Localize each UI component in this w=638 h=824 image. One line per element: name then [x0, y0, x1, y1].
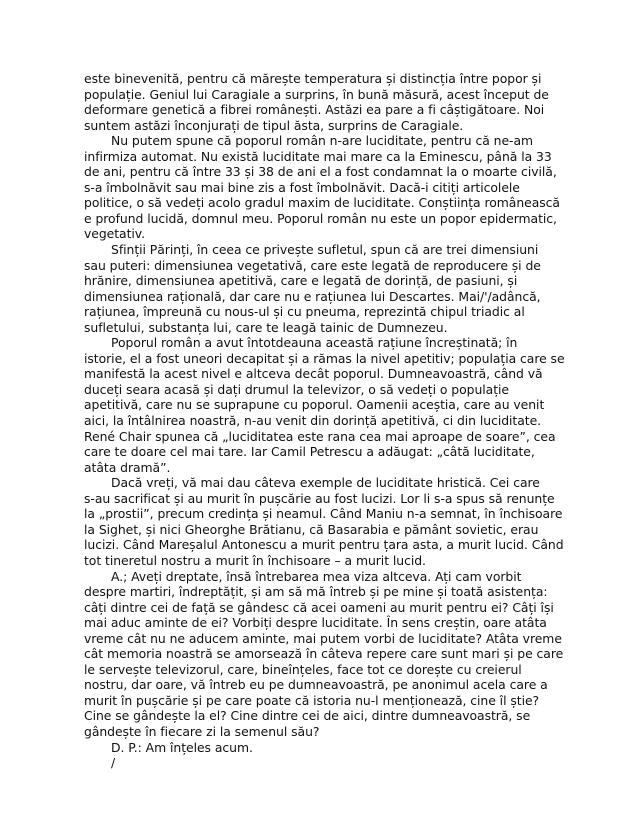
text-line: aici, la întâlnirea noastră, n-au venit din dorință apetitivă, ci din luciditate. [84, 413, 542, 429]
text-line: duceți seara acasă și dați drumul la televizor, o să vedeți o populație [84, 381, 509, 397]
text-line: infirmiza automat. Nu există luciditate mai mare ca la Eminescu, până la 33 [84, 148, 552, 164]
text-line: s-a îmbolnăvit sau mai bine zis a fost îmbolnăvit. Dacă-i citiți articolele [84, 179, 520, 195]
text-line: câți dintre cei de față se gândesc că acei oameni au murit pentru ei? Câți își [84, 599, 554, 615]
text-line: mai aduc aminte de ei? Vorbiți despre luciditate. În sens creștin, oare atâta [84, 615, 547, 631]
text-line: manifestă la acest nivel e altceva decât poporul. Dumneavoastră, când vă [84, 366, 543, 382]
text-line: gândește în fiecare zi la semenul său? [84, 723, 320, 739]
text-line: dimensiunea rațională, dar care nu e rațiunea lui Descartes. Mai/'/adâncă, [84, 288, 541, 304]
text-line: sau puteri: dimensiunea vegetativă, care este legată de reproducere și de [84, 257, 541, 273]
text-line: René Chair spunea că „luciditatea este rana cea mai aproape de soare”, cea [84, 428, 556, 444]
text-line: le servește televizorul, care, bineînțeles, face tot ce dorește cu creierul [84, 661, 522, 677]
text-line: hrănire, dimensiunea apetitivă, care e legată de dorință, de pasiuni, și [84, 273, 518, 289]
text-line: la „prostii”, precum credința și neamul. Când Maniu n-a semnat, în închisoare [84, 506, 563, 522]
paragraph-first-line: D. P.: Am înțeles acum. [111, 739, 253, 755]
text-line: care te doare cel mai tare. Iar Camil Petrescu a adăugat: „câtă luciditate, [84, 444, 535, 460]
text-line: de ani, pentru că între 33 și 38 de ani el a fost condamnat la o moarte civilă, [84, 164, 557, 180]
text-line: la Sighet, și nici Gheorghe Brătianu, că Basarabia e pământ sovietic, erau [84, 521, 539, 537]
paragraph-first-line: Poporul român a avut întotdeauna această rațiune încreștinată; în [111, 335, 518, 351]
text-line: rațiunea, împreună cu nous-ul și cu pneuma, reprezintă chipul triadic al [84, 304, 525, 320]
text-line: vegetativ. [84, 226, 146, 242]
paragraph-first-line: Sfinții Părinți, în ceea ce privește sufletul, spun că are trei dimensiuni [111, 242, 539, 258]
text-line: politice, o să vedeți acolo gradul maxim de luciditate. Conștiința românească [84, 195, 560, 211]
text-line: apetitivă, care nu se suprapune cu poporul. Oamenii aceștia, care au venit [84, 397, 545, 413]
text-line: e profund lucidă, domnul meu. Poporul român nu este un popor epidermatic, [84, 210, 557, 226]
text-line: tot tineretul nostru a murit în închisoare – a murit lucid. [84, 552, 426, 568]
text-line: s-au sacrificat și au murit în pușcărie au fost lucizi. Lor li s-a spus să renunțe [84, 490, 555, 506]
text-line: nostru, dar oare, vă întreb eu pe dumneavoastră, pe anonimul acela care a [84, 677, 548, 693]
text-line: atâta dramă”. [84, 459, 171, 475]
text-line: Cine se gândește la el? Cine dintre cei de aici, dintre dumneavoastră, se [84, 708, 531, 724]
paragraph-first-line: / [111, 755, 116, 771]
text-line: deformare genetică a fibrei românești. Astăzi ea pare a fi câștigătoare. Noi [84, 102, 545, 118]
text-line: vreme cât nu ne aducem aminte, mai putem vorbi de luciditate? Atâta vreme [84, 630, 562, 646]
text-line: istorie, el a fost uneori decapitat și a rămas la nivel apetitiv; populația care se [84, 350, 565, 366]
text-line: despre martiri, îndreptățit, și am să mă întreb și pe mine și toată asistența: [84, 584, 548, 600]
text-line: murit în pușcărie și pe care poate că istoria nu-l menționează, cine îl știe? [84, 692, 540, 708]
text-line: populație. Geniul lui Caragiale a surprins, în bună măsură, acest început de [84, 86, 549, 102]
paragraph-first-line: Dacă vreți, vă mai dau câteva exemple de luciditate hristică. Cei care [111, 475, 540, 491]
text-line: lucizi. Când Mareșalul Antonescu a murit pentru țara asta, a murit lucid. Când [84, 537, 564, 553]
paragraph-first-line: Nu putem spune că poporul român n-are luciditate, pentru că ne-am [111, 133, 534, 149]
document-page [84, 71, 565, 771]
text-line: este binevenită, pentru că mărește temperatura și distincția între popor și [84, 71, 542, 86]
paragraph-first-line: A.; Aveți dreptate, însă întrebarea mea viza altceva. Ați cam vorbit [111, 568, 522, 584]
text-line: cât memoria noastră se amorsează în câteva repere care sunt mari și pe care [84, 646, 564, 662]
text-line: sufletului, substanța lui, care te leagă tainic de Dumnezeu. [84, 319, 448, 335]
text-line: suntem astăzi înconjurați de tipul ăsta, surprins de Caragiale. [84, 117, 464, 133]
